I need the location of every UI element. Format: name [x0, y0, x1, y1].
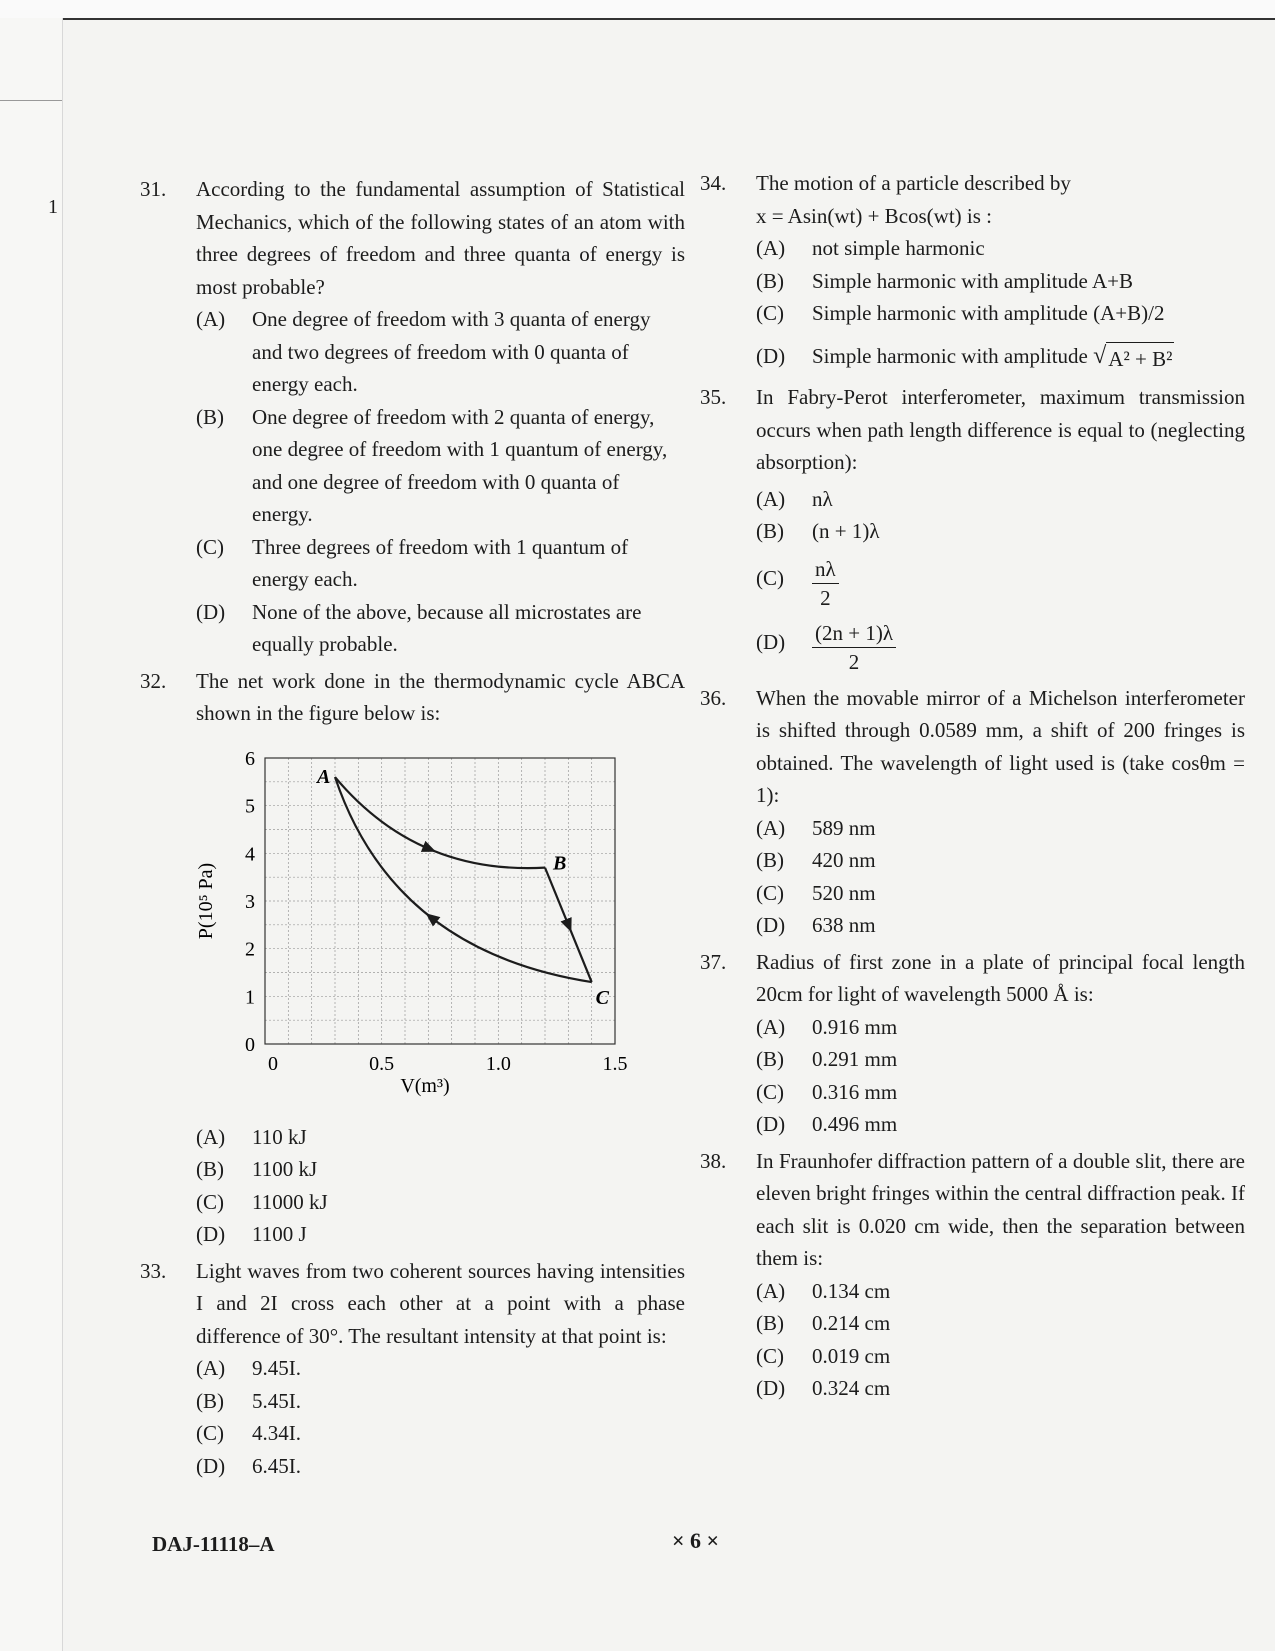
arrow-A-B: [429, 848, 435, 850]
option-label: (C): [196, 534, 224, 559]
option-text: Simple harmonic with amplitude A+B: [812, 268, 1133, 293]
option-c[interactable]: [196, 1417, 685, 1450]
option-label: (D): [756, 913, 786, 937]
option-d[interactable]: [756, 340, 1245, 376]
option-text: 110 kJ: [252, 1124, 307, 1149]
option-c[interactable]: [196, 1186, 685, 1219]
option-label: (A): [756, 1278, 786, 1303]
pv-diagram-svg: [150, 736, 630, 1121]
scan-left-margin: [0, 18, 63, 1651]
option-label: (D): [196, 1453, 226, 1478]
question-37: [700, 946, 1245, 1141]
option-c[interactable]: [756, 297, 1245, 330]
denominator: 2: [848, 650, 860, 675]
option-label: (D): [756, 1376, 786, 1400]
option-text: 9.45I.: [252, 1356, 301, 1380]
point-label-a: A: [317, 765, 331, 788]
point-label-c: C: [595, 986, 610, 1009]
option-label: (B): [196, 1388, 224, 1413]
question-number: 33.: [140, 1258, 167, 1283]
option-text: None of the above, because all microstates are equally probable.: [252, 599, 642, 656]
question-text: When the movable mirror of a Michelson interferometer is shifted through 0.0589 mm, a shift of 200 fringes is obtained. The wavelength of light used is (take cosθm = 1):: [756, 685, 1245, 807]
option-label: (C): [196, 1421, 224, 1445]
question-31: [140, 173, 685, 661]
option-label: (C): [756, 565, 784, 590]
path-A-B: [335, 777, 545, 868]
y-tick-label: 1: [245, 985, 255, 1008]
option-text: Simple harmonic with amplitude: [812, 343, 1088, 368]
option-label: (D): [756, 343, 786, 368]
option-d[interactable]: [196, 1450, 685, 1483]
y-tick-label: 5: [245, 795, 255, 818]
question-text: Light waves from two coherent sources having intensities I and 2I cross each other at a point with a phase difference of 30°. The resultant intensity at that point is:: [196, 1258, 685, 1348]
question-number: 37.: [700, 949, 727, 974]
left-column: [140, 173, 685, 1486]
fraction: [812, 621, 896, 674]
option-text: 4.34I.: [252, 1421, 301, 1445]
radical-sign-icon: √: [1093, 342, 1107, 369]
question-38: [700, 1145, 1245, 1405]
question-text: Radius of first zone in a plate of principal focal length 20cm for light of wavelength 5000 Å is:: [756, 949, 1245, 1006]
option-label: (A): [756, 486, 786, 511]
question-number: 34.: [700, 171, 727, 195]
x-tick-label: 0: [268, 1052, 278, 1075]
question-number: 31.: [140, 177, 167, 201]
option-a[interactable]: [196, 1352, 685, 1385]
option-text: 1100 kJ: [252, 1157, 318, 1181]
option-text: One degree of freedom with 2 quanta of energy, one degree of freedom with 1 quantum of energy, and one degree of freedom with 0 quanta of energy.: [252, 404, 668, 526]
option-text: nλ: [812, 486, 833, 511]
pv-diagram: [150, 736, 630, 1121]
radicand: A² + B²: [1106, 342, 1174, 376]
y-tick-label: 0: [245, 1033, 255, 1056]
option-b[interactable]: [196, 401, 685, 531]
option-a[interactable]: [756, 1275, 1245, 1308]
square-root: [1093, 342, 1174, 376]
option-label: (D): [756, 1112, 786, 1136]
option-label: (C): [756, 301, 784, 325]
x-tick-label: 1.0: [485, 1052, 511, 1075]
question-text: The net work done in the thermodynamic cycle ABCA shown in the figure below is:: [196, 668, 685, 725]
option-c[interactable]: [756, 1340, 1245, 1373]
question-35: [700, 381, 1245, 676]
option-c[interactable]: [756, 877, 1245, 910]
question-number: 35.: [700, 385, 727, 409]
option-label: (B): [196, 1157, 224, 1181]
option-label: (A): [756, 236, 786, 260]
option-text: One degree of freedom with 3 quanta of energy and two degrees of freedom with 0 quanta of energy each.: [252, 307, 651, 396]
option-c[interactable]: [196, 531, 685, 596]
question-number: 38.: [700, 1148, 727, 1173]
arrow-B-C: [568, 924, 570, 930]
path-C-A: [335, 777, 592, 982]
option-text: 0.134 cm: [812, 1278, 891, 1303]
question-text: According to the fundamental assumption of Statistical Mechanics, which of the following states of an atom with three degrees of freedom and three quanta of energy is most probable?: [196, 177, 685, 299]
x-axis-label: V(m³): [400, 1074, 450, 1097]
y-tick-label: 6: [245, 747, 255, 770]
option-a[interactable]: [196, 303, 685, 401]
option-d[interactable]: [196, 1218, 685, 1251]
option-text: 1100 J: [252, 1222, 307, 1246]
option-text: 6.45I.: [252, 1453, 301, 1478]
x-tick-label: 1.5: [602, 1052, 628, 1075]
y-tick-label: 2: [245, 938, 255, 961]
option-text: 0.316 mm: [812, 1079, 898, 1104]
page-number: × 6 ×: [672, 1528, 720, 1553]
option-text: Three degrees of freedom with 1 quantum of energy each.: [252, 534, 629, 591]
option-label: (C): [756, 1079, 784, 1104]
paper-code: DAJ-11118–A: [152, 1532, 275, 1556]
question-text: The motion of a particle described by: [756, 171, 1071, 195]
option-label: (D): [196, 599, 226, 624]
option-text: 0.214 cm: [812, 1311, 891, 1335]
option-label: (A): [196, 307, 226, 331]
question-33: [140, 1255, 685, 1483]
fraction: [812, 557, 839, 610]
y-axis-label: P(10⁵ Pa): [195, 862, 217, 939]
option-text: not simple harmonic: [812, 236, 985, 260]
option-label: (C): [196, 1189, 224, 1214]
numerator: nλ: [812, 557, 839, 584]
question-34: [700, 167, 1245, 375]
option-label: (B): [196, 404, 224, 429]
option-label: (C): [756, 1343, 784, 1368]
question-32-options: [140, 1121, 685, 1251]
option-text: (n + 1)λ: [812, 519, 880, 543]
option-a[interactable]: [756, 1011, 1245, 1044]
option-b[interactable]: [756, 844, 1245, 877]
question-text: In Fabry-Perot interferometer, maximum transmission occurs when path length difference is equal to (neglecting absorption):: [756, 385, 1245, 474]
option-label: (B): [756, 1047, 784, 1071]
option-label: (D): [196, 1222, 226, 1246]
option-text: 0.916 mm: [812, 1014, 898, 1039]
scan-fold-line: [0, 100, 62, 101]
option-text: 0.019 cm: [812, 1343, 891, 1368]
right-column: [700, 167, 1245, 1409]
option-c[interactable]: [756, 1076, 1245, 1109]
option-a[interactable]: [756, 232, 1245, 265]
option-b[interactable]: [196, 1153, 685, 1186]
point-label-b: B: [553, 852, 567, 875]
option-d[interactable]: [756, 1108, 1245, 1141]
scan-top-edge: [0, 0, 1275, 20]
question-number: 32.: [140, 668, 167, 693]
option-text: 11000 kJ: [252, 1189, 328, 1214]
option-d[interactable]: [756, 612, 1245, 676]
option-label: (B): [756, 1311, 784, 1335]
option-text: 0.291 mm: [812, 1047, 898, 1071]
option-text: 638 nm: [812, 913, 876, 937]
option-b[interactable]: [196, 1385, 685, 1418]
option-label: (C): [756, 880, 784, 905]
option-c[interactable]: [756, 548, 1245, 612]
question-number: 36.: [700, 685, 727, 710]
y-tick-label: 4: [245, 842, 255, 865]
option-label: (B): [756, 848, 784, 872]
option-text: 0.324 cm: [812, 1376, 891, 1400]
option-a[interactable]: [756, 483, 1245, 516]
denominator: 2: [820, 586, 831, 611]
option-b[interactable]: [756, 265, 1245, 298]
y-tick-label: 3: [245, 890, 255, 913]
question-equation: x = Asin(wt) + Bcos(wt) is :: [756, 203, 993, 228]
question-text: In Fraunhofer diffraction pattern of a double slit, there are eleven bright fringes within the central diffraction peak. If each slit is 0.020 cm wide, then the separation between them is:: [756, 1148, 1245, 1270]
option-d[interactable]: [756, 909, 1245, 942]
option-text: 520 nm: [812, 880, 876, 905]
option-text: 420 nm: [812, 848, 876, 872]
option-a[interactable]: [756, 812, 1245, 845]
option-text: 0.496 mm: [812, 1112, 898, 1136]
question-36: [700, 682, 1245, 942]
option-a[interactable]: [196, 1121, 685, 1154]
option-text: Simple harmonic with amplitude (A+B)/2: [812, 301, 1165, 325]
margin-mark: 1: [48, 196, 58, 218]
option-b[interactable]: [756, 1307, 1245, 1340]
option-b[interactable]: [756, 515, 1245, 548]
path-B-C: [545, 867, 592, 981]
option-label: (A): [196, 1124, 226, 1149]
option-text: 5.45I.: [252, 1388, 301, 1413]
x-tick-label: 0.5: [369, 1052, 395, 1075]
option-label: (D): [756, 629, 786, 654]
option-label: (A): [756, 815, 786, 840]
numerator: (2n + 1)λ: [812, 621, 896, 648]
option-text: 589 nm: [812, 815, 876, 840]
option-label: (B): [756, 519, 784, 543]
option-label: (A): [756, 1014, 786, 1039]
option-d[interactable]: [756, 1372, 1245, 1405]
option-d[interactable]: [196, 596, 685, 661]
option-label: (B): [756, 268, 784, 293]
option-b[interactable]: [756, 1043, 1245, 1076]
option-label: (A): [196, 1356, 226, 1380]
question-32: [140, 665, 685, 730]
